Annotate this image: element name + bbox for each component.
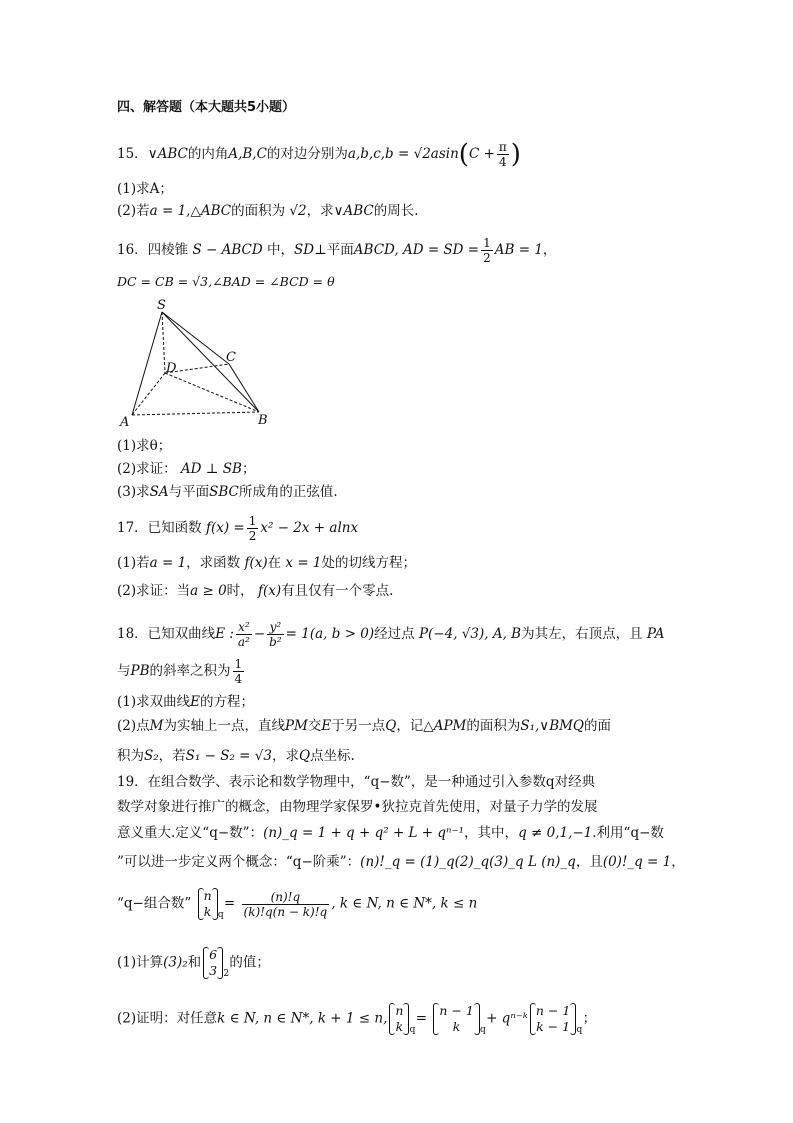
q19-p2-end: ； bbox=[582, 1010, 597, 1027]
label-D: D bbox=[166, 361, 177, 376]
q17-p2d: f(x) bbox=[257, 583, 282, 599]
q19-l3a: 意义重大.定义“q−数”： bbox=[117, 825, 264, 841]
q15-p2d: √2 bbox=[289, 203, 307, 219]
q19-l4a: ”可以进一步定义两个概念：“q−阶乘”： bbox=[117, 854, 361, 870]
q16-part2 bbox=[117, 459, 255, 479]
q17-p2b: a ≥ 0 bbox=[190, 583, 227, 599]
q17-p1a: (1)若 bbox=[117, 555, 150, 571]
q17-p2c: 时， bbox=[226, 583, 254, 599]
q19-line2: 数学对象进行推广的概念，由物理学家保罗•狄拉克首先使用，对量子力学的发展 bbox=[117, 799, 598, 815]
q16-part1: (1)求θ； bbox=[117, 438, 172, 454]
q17-frac-den: 2 bbox=[248, 529, 257, 543]
q19-part1 bbox=[117, 947, 270, 979]
q15-frac bbox=[497, 140, 509, 169]
edge-SC bbox=[162, 312, 229, 364]
q15-stem bbox=[117, 140, 521, 169]
q17-stem bbox=[117, 514, 358, 543]
q19-p1-binom-top: 6 bbox=[209, 947, 218, 962]
q18-p1a: (1)求双曲线 bbox=[117, 694, 191, 710]
q18-p2-j: APM bbox=[433, 718, 467, 734]
q19-p1-binom-sub: 2 bbox=[223, 969, 230, 979]
q18-p2l2-g: 点坐标. bbox=[310, 748, 355, 764]
q19-binom-bot: k bbox=[203, 904, 212, 919]
q18-p1c: 的方程； bbox=[199, 694, 254, 710]
q19-l5b: , k ∈ N, n ∈ N*, k ≤ n bbox=[331, 895, 478, 912]
q18-fy-num: y² bbox=[267, 620, 284, 635]
q15-eq: = √2asin bbox=[398, 146, 459, 162]
q16-stem bbox=[117, 236, 556, 265]
label-C: C bbox=[226, 350, 236, 365]
q19-p2-b1-top: n bbox=[395, 1003, 404, 1018]
q18-p2l2-a: 积为 bbox=[117, 748, 144, 764]
q19-frac-den: (k)!q(n − k)!q bbox=[243, 904, 328, 919]
edge-SD bbox=[162, 312, 165, 373]
q18-stem bbox=[117, 620, 664, 649]
q18-p2-d: PM bbox=[284, 718, 308, 734]
q18-p2-b: M bbox=[149, 718, 164, 734]
q16-p3c: 与平面 bbox=[168, 484, 210, 500]
q16-h: ， bbox=[542, 242, 557, 258]
q19-p2-b2-sub: q bbox=[480, 1025, 486, 1035]
q17-part2 bbox=[117, 581, 393, 601]
q16-p2b: AD ⊥ SB bbox=[180, 461, 242, 477]
q19-p2a: (2)证明：对任意 bbox=[117, 1010, 218, 1027]
q19-binom bbox=[198, 888, 224, 920]
q17-p2e: 有且仅有一个零点. bbox=[281, 583, 394, 599]
q18-p2-f: E bbox=[321, 718, 332, 734]
q18-frac-x bbox=[236, 620, 252, 649]
q16-p3d: SBC bbox=[209, 484, 239, 500]
q15-lparen: ( bbox=[458, 139, 469, 170]
q15-part1: (1)求A； bbox=[117, 181, 173, 197]
q15-p2b: a = 1,△ABC bbox=[149, 203, 232, 219]
q18-p2l2-e: ，求 bbox=[271, 748, 299, 764]
q18-p2-h: Q bbox=[385, 718, 397, 734]
q18-p2l2-f: Q bbox=[298, 748, 311, 764]
q17-b: f(x) = bbox=[205, 520, 245, 536]
q19-p2-binom1 bbox=[389, 1003, 416, 1035]
label-A: A bbox=[120, 415, 130, 428]
q18-p2-i: ，记△ bbox=[396, 718, 434, 734]
q16-e: ⊥平面 bbox=[314, 242, 354, 258]
q19-binom-sub: q bbox=[217, 910, 224, 920]
q18-p2-m: 的面 bbox=[584, 718, 612, 734]
q18-c: = 1(a, b > 0) bbox=[285, 626, 375, 642]
q17-p1b: a = 1 bbox=[149, 555, 187, 571]
q19-p1c: 和 bbox=[187, 954, 202, 971]
label-B: B bbox=[258, 413, 268, 428]
q15-frac-den: 4 bbox=[499, 155, 507, 169]
q18-frac-y bbox=[267, 620, 284, 649]
q17-p2a: (2)求证：当 bbox=[117, 583, 191, 599]
q19-p2-mid: + qⁿ⁻ᵏ bbox=[486, 1010, 528, 1027]
q18-minus: − bbox=[253, 626, 266, 642]
q18-d: 经过点 bbox=[374, 626, 415, 642]
q17-a: 17．已知函数 bbox=[117, 520, 202, 536]
q17-p1f: x = 1 bbox=[285, 555, 322, 571]
q19-binom-top: n bbox=[203, 888, 212, 903]
q19-l4c: ，且 bbox=[575, 854, 603, 870]
q16-p3e: 所成角的正弦值. bbox=[238, 484, 338, 500]
q15-text: 的内角 bbox=[187, 146, 229, 162]
q19-p1-binom-bot: 3 bbox=[209, 963, 218, 978]
q15-p2e: ，求∨ bbox=[306, 203, 344, 219]
q16-b: S − ABCD bbox=[192, 242, 263, 258]
q15-symbol: ∨ bbox=[147, 146, 158, 162]
q19-eq: = bbox=[223, 895, 236, 912]
q19-p2-binom2 bbox=[433, 1003, 486, 1035]
q18-p1b: E bbox=[190, 694, 200, 710]
q17-part1 bbox=[117, 553, 416, 573]
q19-l3c: ，其中， bbox=[464, 825, 519, 841]
q18-l2c: 的斜率之积为 bbox=[149, 663, 231, 679]
q18-p2-k: 的面积为 bbox=[466, 718, 521, 734]
q19-line3 bbox=[117, 823, 664, 843]
label-S: S bbox=[157, 298, 166, 313]
q15-triangle: ABC bbox=[157, 146, 188, 162]
q18-f-den: 4 bbox=[234, 672, 243, 686]
edge-AB bbox=[132, 412, 259, 415]
q19-p2-b1-bot: k bbox=[395, 1019, 404, 1034]
q17-frac-num: 1 bbox=[248, 514, 257, 528]
q17-p1c: ，求函数 bbox=[186, 555, 241, 571]
q16-p3b: SA bbox=[149, 484, 169, 500]
q19-p2-b3-top: n − 1 bbox=[535, 1003, 571, 1018]
q16-f: ABCD, AD = SD = bbox=[353, 242, 480, 258]
q19-l4e: ， bbox=[671, 854, 685, 870]
q15-p2a: (2)若 bbox=[117, 203, 150, 219]
q18-p2-l: S₁,∨BMQ bbox=[520, 718, 585, 734]
q18-p2l2-d: S₁ − S₂ = √3 bbox=[185, 748, 272, 764]
q15-text2: 的对边分别为 bbox=[266, 146, 348, 162]
q17-p1g: 处的切线方程； bbox=[321, 555, 417, 571]
q18-part2-line1 bbox=[117, 716, 611, 736]
q15-number: 15． bbox=[117, 146, 148, 162]
q18-p2-c: 为实轴上一点，直线 bbox=[163, 718, 285, 734]
q16-c: 中， bbox=[267, 242, 294, 258]
q15-frac-num: π bbox=[498, 140, 507, 154]
q16-frac bbox=[481, 236, 493, 265]
q18-fx-den: a² bbox=[237, 635, 250, 649]
q16-a: 16．四棱锥 bbox=[117, 242, 189, 258]
q19-p1a: (1)计算 bbox=[117, 954, 164, 971]
q15-sides: a,b,c,b bbox=[347, 146, 394, 162]
q18-b: E : bbox=[215, 626, 234, 642]
q16-frac-den: 2 bbox=[483, 251, 491, 265]
q18-p2-a: (2)点 bbox=[117, 718, 150, 734]
q18-a: 18．已知双曲线 bbox=[117, 626, 216, 642]
q18-l2b: PB bbox=[130, 663, 150, 679]
q15-p2c: 的面积为 bbox=[231, 203, 286, 219]
q19-frac bbox=[242, 890, 330, 919]
q19-p2-b2-top: n − 1 bbox=[439, 1003, 474, 1018]
q15-angles: A,B,C bbox=[228, 146, 267, 162]
q16-d: SD bbox=[294, 242, 315, 258]
q18-f: 为其左，右顶点，且 bbox=[521, 626, 643, 642]
q18-frac-quarter bbox=[233, 657, 245, 686]
edge-SB bbox=[162, 312, 259, 412]
q17-p1e: 在 bbox=[267, 555, 282, 571]
q19-l3d: q ≠ 0,1,−1 bbox=[518, 825, 593, 841]
q18-fx-num: x² bbox=[236, 620, 252, 635]
section-title: 四、解答题（本大题共5小题） bbox=[117, 100, 296, 115]
q19-p1b: (3)₂ bbox=[163, 954, 188, 971]
q16-g: AB = 1 bbox=[494, 242, 543, 258]
q19-p2-binom3 bbox=[530, 1003, 583, 1035]
q16-line2: DC = CB = √3,∠BAD = ∠BCD = θ bbox=[117, 274, 335, 289]
q18-l2a: 与 bbox=[117, 663, 131, 679]
q18-p2l2-b: S₂ bbox=[144, 748, 159, 764]
q19-l4d: (0)!_q = 1 bbox=[602, 854, 672, 870]
q18-part2-line2 bbox=[117, 746, 355, 766]
q18-p2l2-c: ，若 bbox=[158, 748, 186, 764]
q18-e: P(−4, √3), A, B bbox=[418, 626, 522, 642]
edge-SA bbox=[132, 312, 162, 415]
q19-p2-b3-bot: k − 1 bbox=[536, 1019, 571, 1034]
q18-part1 bbox=[117, 692, 254, 712]
q18-f-num: 1 bbox=[234, 657, 243, 671]
edge-DB bbox=[165, 373, 259, 412]
q18-p2-e: 交 bbox=[307, 718, 322, 734]
q19-l4b: (n)!_q = (1)_q(2)_q(3)_q L (n)_q bbox=[360, 854, 576, 870]
q15-p2g: 的周长. bbox=[373, 203, 419, 219]
q15-part2 bbox=[117, 201, 419, 221]
q18-fy-den: b² bbox=[269, 635, 282, 649]
q15-rparen: ) bbox=[510, 139, 521, 170]
q19-part2: (2)证明：对任意k ∈ N, n ∈ N*, k + 1 ≤ n, n k q = n − 1 k q + qⁿ⁻ᵏ n − 1 k − 1 q ； bbox=[117, 1003, 596, 1035]
q19-p2-b2-bot: k bbox=[452, 1019, 461, 1034]
q19-l5a: “q−组合数” bbox=[117, 895, 192, 912]
q16-p2c: ； bbox=[241, 461, 256, 477]
edge-DA bbox=[132, 373, 165, 415]
q19-p1-binom bbox=[203, 947, 230, 979]
q19-p1d: 的值； bbox=[229, 954, 270, 971]
q17-frac bbox=[247, 514, 259, 543]
q18-g: PA bbox=[646, 626, 665, 642]
q19-l3e: .利用“q−数 bbox=[592, 825, 664, 841]
q19-line1: 19．在组合数学、表示论和数学物理中，“q−数”，是一种通过引入参数q对经典 bbox=[117, 774, 596, 790]
q17-p1d: f(x) bbox=[244, 555, 268, 571]
q18-p2-g: 于另一点 bbox=[331, 718, 386, 734]
q18-line2 bbox=[117, 657, 246, 686]
q16-part3 bbox=[117, 482, 338, 502]
q16-p2a: (2)求证： bbox=[117, 461, 177, 477]
q19-frac-num: (n)!q bbox=[242, 890, 330, 905]
pyramid-figure bbox=[117, 298, 277, 428]
q16-frac-num: 1 bbox=[483, 236, 491, 250]
q15-C: C + bbox=[468, 146, 495, 162]
edge-CB bbox=[229, 364, 259, 412]
q19-p2-b1-sub: q bbox=[409, 1025, 416, 1035]
q17-c: x² − 2x + alnx bbox=[260, 520, 359, 536]
q16-p3a: (3)求 bbox=[117, 484, 150, 500]
q19-l3b: (n)_q = 1 + q + q² + L + qⁿ⁻¹ bbox=[263, 825, 465, 841]
q19-line5 bbox=[117, 888, 477, 920]
q19-line4 bbox=[117, 852, 685, 872]
q15-p2f: ABC bbox=[343, 203, 374, 219]
q19-p2-b3-sub: q bbox=[576, 1025, 583, 1035]
q19-p2b: k ∈ N, n ∈ N*, k + 1 ≤ n, bbox=[217, 1010, 388, 1027]
